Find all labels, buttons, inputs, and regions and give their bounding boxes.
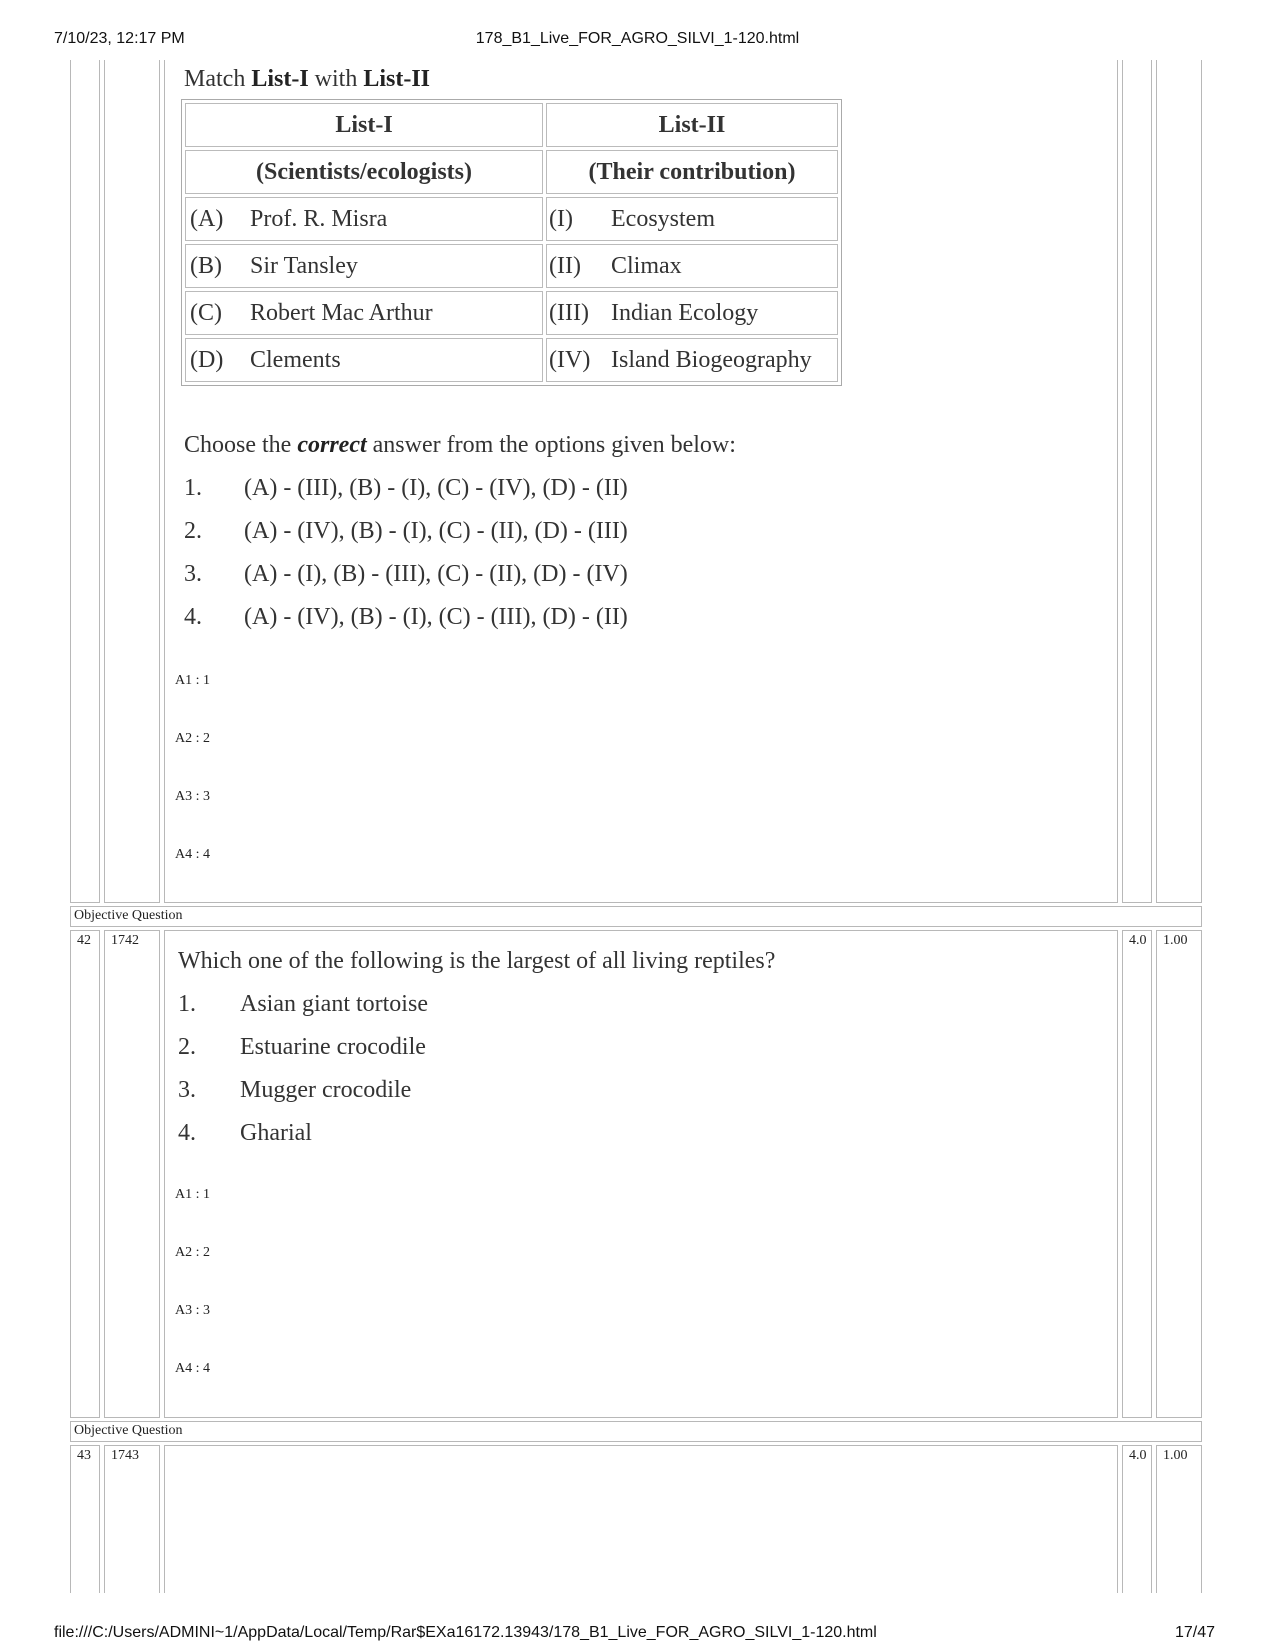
match-row — [185, 197, 838, 241]
q42-option-text: Gharial — [240, 1120, 312, 1146]
q42-answer-option: A4 : 4 — [175, 1361, 210, 1376]
match-row — [185, 291, 838, 335]
file-path: file:///C:/Users/ADMINI~1/AppData/Local/Temp/Rar$EXa16172.13943/178_B1_Live_FOR_AGRO_SILVI_1-120.html — [54, 1624, 877, 1641]
q41-option-number: 3. — [184, 561, 202, 587]
q42-answer-option: A2 : 2 — [175, 1245, 210, 1260]
q42-option-text: Asian giant tortoise — [240, 991, 428, 1017]
q43-serial-number: 43 — [77, 1448, 91, 1463]
q42-answer-option: A1 : 1 — [175, 1187, 210, 1202]
q42-option-text: Mugger crocodile — [240, 1077, 412, 1103]
q43-content-cell — [164, 1445, 1118, 1593]
q43-type-row — [70, 1421, 1202, 1442]
list-2-label: (I) — [549, 205, 573, 232]
q43-type-label: Objective Question — [74, 1423, 183, 1438]
q43-marks: 4.0 — [1129, 1448, 1147, 1463]
q42-question: Which one of the following is the largest of all living reptiles? — [178, 948, 776, 974]
print-datetime: 7/10/23, 12:17 PM — [54, 30, 185, 47]
list-1-item: Prof. R. Misra — [250, 205, 388, 232]
match-row — [185, 244, 838, 288]
q41-answer-option: A4 : 4 — [175, 847, 210, 862]
q41-option-text: (A) - (I), (B) - (III), (C) - (II), (D) - (IV) — [244, 561, 628, 587]
list-1-label: (C) — [190, 299, 222, 326]
q42-negative-cell — [1156, 930, 1202, 1418]
list-2-label: (II) — [549, 252, 581, 279]
q41-option-text: (A) - (IV), (B) - (I), (C) - (II), (D) - (III) — [244, 518, 628, 544]
q43-qid-cell — [104, 1445, 160, 1593]
list-1-label: (D) — [190, 346, 224, 373]
page-number: 17/47 — [1174, 1624, 1215, 1641]
list-1-item: Robert Mac Arthur — [250, 299, 433, 326]
list-2-item: Climax — [611, 252, 682, 279]
q42-negative-marks: 1.00 — [1163, 933, 1188, 948]
list-2-label: (IV) — [549, 346, 591, 373]
q43-sno-cell — [70, 1445, 100, 1593]
q42-option-number: 4. — [178, 1120, 196, 1146]
q41-answer-option: A2 : 2 — [175, 731, 210, 746]
q41-option-number: 4. — [184, 604, 202, 630]
list-1-subheader: (Scientists/ecologists) — [185, 150, 543, 194]
q42-answer-option: A3 : 3 — [175, 1303, 210, 1318]
document-title: 178_B1_Live_FOR_AGRO_SILVI_1-120.html — [475, 30, 800, 47]
q42-option-text: Estuarine crocodile — [240, 1034, 426, 1060]
q42-question-id: 1742 — [111, 933, 139, 948]
match-table — [181, 99, 842, 386]
q42-option-number: 2. — [178, 1034, 196, 1060]
q42-sno-cell — [70, 930, 100, 1418]
q41-qid-cell — [104, 60, 160, 903]
list-2-item: Island Biogeography — [611, 346, 812, 373]
list-1-label: (B) — [190, 252, 222, 279]
q42-marks: 4.0 — [1129, 933, 1147, 948]
q41-answer-option: A3 : 3 — [175, 789, 210, 804]
list-1-header: List-I — [185, 103, 543, 147]
q41-option-text: (A) - (III), (B) - (I), (C) - (IV), (D) - (II) — [244, 475, 628, 501]
q43-marks-cell — [1122, 1445, 1152, 1593]
list-2-label: (III) — [549, 299, 589, 326]
list-1-item: Sir Tansley — [250, 252, 358, 279]
q41-negative-cell — [1156, 60, 1202, 903]
q41-option-number: 2. — [184, 518, 202, 544]
q41-option-number: 1. — [184, 475, 202, 501]
match-subheader-row — [185, 150, 838, 194]
list-2-item: Indian Ecology — [611, 299, 759, 326]
q41-sno-cell — [70, 60, 100, 903]
q42-option-number: 1. — [178, 991, 196, 1017]
list-2-subheader: (Their contribution) — [546, 150, 838, 194]
q41-marks-cell — [1122, 60, 1152, 903]
match-row — [185, 338, 838, 382]
list-2-item: Ecosystem — [611, 205, 715, 232]
q41-answer-option: A1 : 1 — [175, 673, 210, 688]
list-1-item: Clements — [250, 346, 341, 373]
q42-option-number: 3. — [178, 1077, 196, 1103]
q42-marks-cell — [1122, 930, 1152, 1418]
q42-type-label: Objective Question — [74, 908, 183, 923]
q43-negative-marks: 1.00 — [1163, 1448, 1188, 1463]
list-1-label: (A) — [190, 205, 224, 232]
q42-type-row — [70, 906, 1202, 927]
q41-option-text: (A) - (IV), (B) - (I), (C) - (III), (D) - (II) — [244, 604, 628, 630]
list-2-header: List-II — [546, 103, 838, 147]
q42-serial-number: 42 — [77, 933, 91, 948]
q41-intro: Match List-I with List-II — [184, 66, 431, 92]
q42-qid-cell — [104, 930, 160, 1418]
q43-question-id: 1743 — [111, 1448, 139, 1463]
match-header-row — [185, 103, 838, 147]
q43-negative-cell — [1156, 1445, 1202, 1593]
q41-instruction: Choose the correct answer from the options given below: — [184, 432, 736, 458]
